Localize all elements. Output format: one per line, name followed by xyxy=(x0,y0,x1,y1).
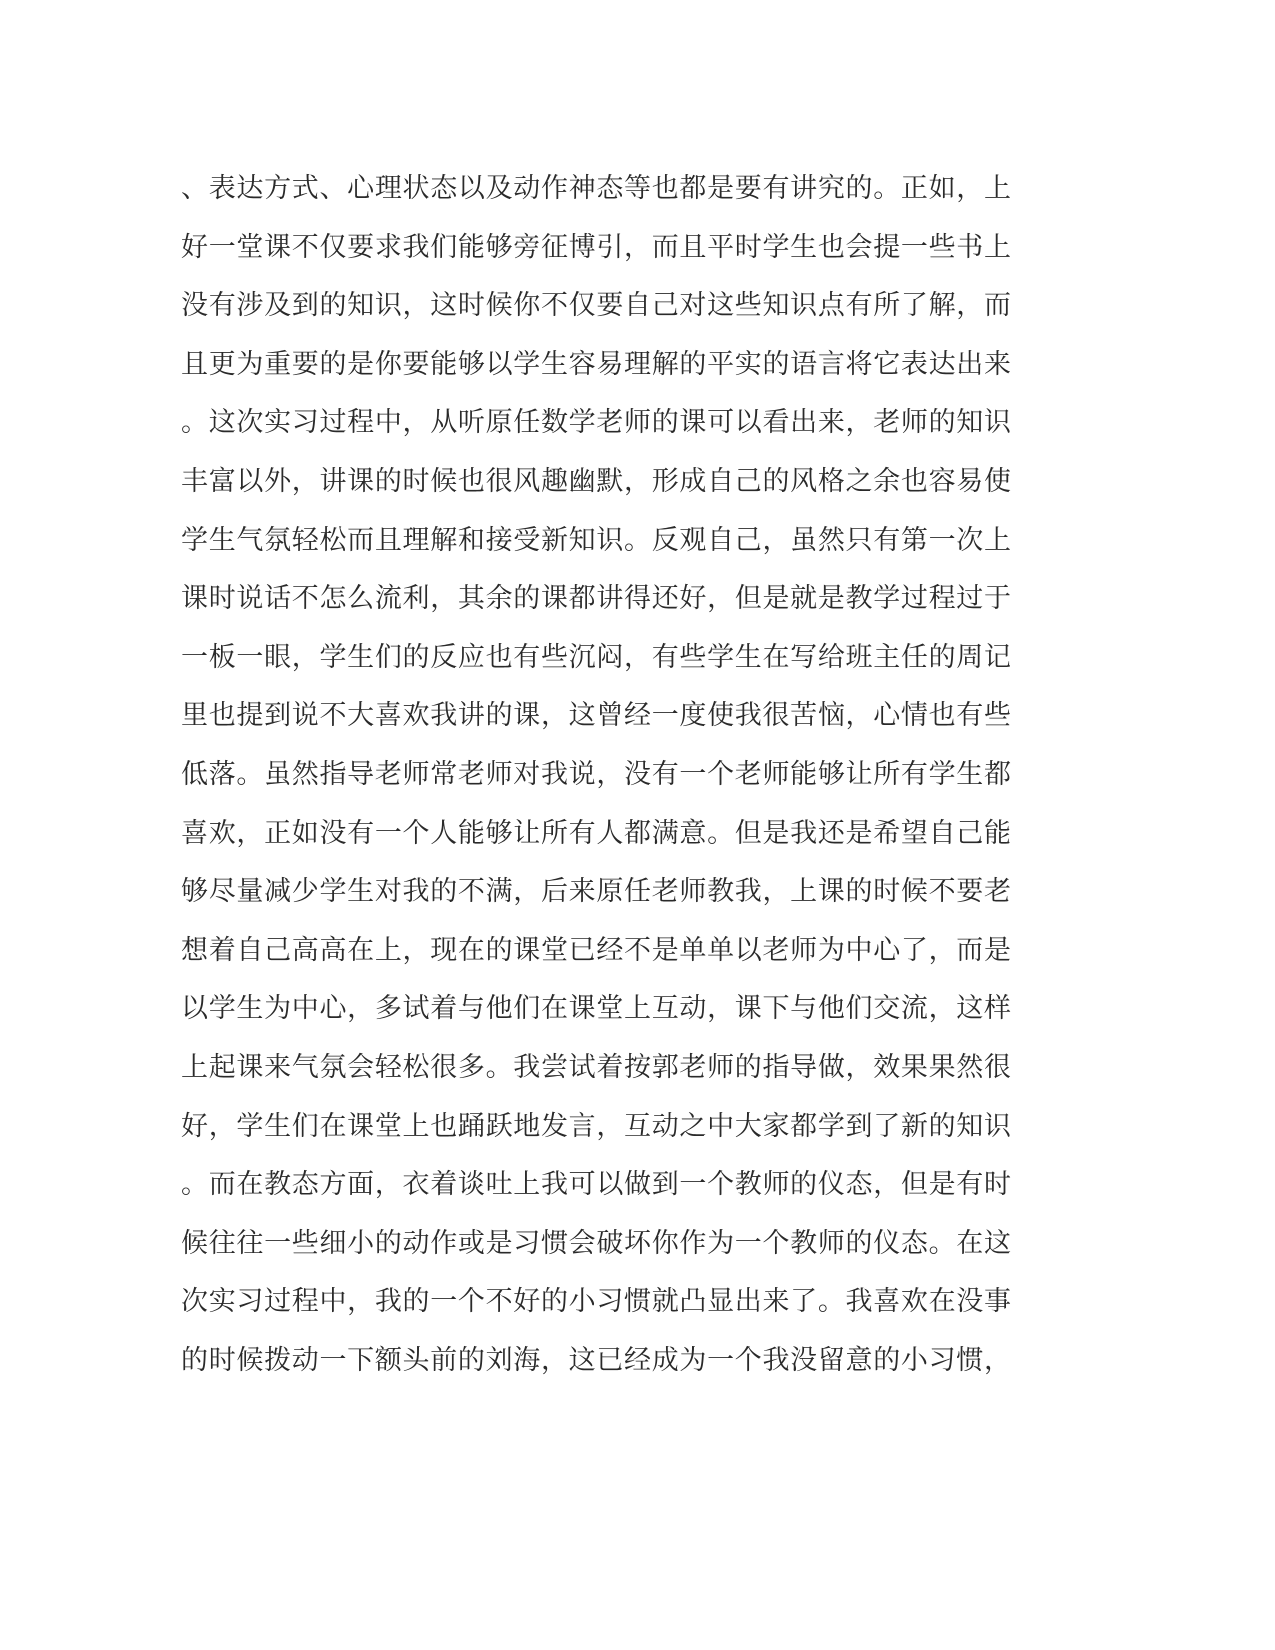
text-line: 课时说话不怎么流利，其余的课都讲得还好，但是就是教学过程过于 xyxy=(181,583,1011,615)
text-line: 。这次实习过程中，从听原任数学老师的课可以看出来，老师的知识 xyxy=(181,407,1011,439)
text-line: 候往往一些细小的动作或是习惯会破坏你作为一个教师的仪态。在这 xyxy=(181,1227,1011,1259)
text-line: 的时候拨动一下额头前的刘海，这已经成为一个我没留意的小习惯， xyxy=(181,1344,1011,1376)
text-line: 里也提到说不大喜欢我讲的课，这曾经一度使我很苦恼，心情也有些 xyxy=(181,700,1011,732)
text-line: 上起课来气氛会轻松很多。我尝试着按郭老师的指导做，效果果然很 xyxy=(181,1051,1011,1083)
body-text xyxy=(181,160,1011,1390)
text-line: 低落。虽然指导老师常老师对我说，没有一个老师能够让所有学生都 xyxy=(181,758,1011,790)
text-line: 以学生为中心，多试着与他们在课堂上互动，课下与他们交流，这样 xyxy=(181,993,1011,1025)
text-line: 想着自己高高在上，现在的课堂已经不是单单以老师为中心了，而是 xyxy=(181,934,1011,966)
text-line: 喜欢，正如没有一个人能够让所有人都满意。但是我还是希望自己能 xyxy=(181,817,1011,849)
text-line: 次实习过程中，我的一个不好的小习惯就凸显出来了。我喜欢在没事 xyxy=(181,1286,1011,1318)
text-line: 丰富以外，讲课的时候也很风趣幽默，形成自己的风格之余也容易使 xyxy=(181,465,1011,497)
text-line: 且更为重要的是你要能够以学生容易理解的平实的语言将它表达出来 xyxy=(181,348,1011,380)
text-line: 。而在教态方面，衣着谈吐上我可以做到一个教师的仪态，但是有时 xyxy=(181,1169,1011,1201)
text-line: 、表达方式、心理状态以及动作神态等也都是要有讲究的。正如，上 xyxy=(181,173,1011,204)
text-line: 好一堂课不仅要求我们能够旁征博引，而且平时学生也会提一些书上 xyxy=(181,231,1011,263)
text-line: 好，学生们在课堂上也踊跃地发言，互动之中大家都学到了新的知识 xyxy=(181,1110,1011,1142)
text-line: 一板一眼，学生们的反应也有些沉闷，有些学生在写给班主任的周记 xyxy=(181,641,1011,673)
text-line: 够尽量减少学生对我的不满，后来原任老师教我，上课的时候不要老 xyxy=(181,876,1011,908)
text-line: 没有涉及到的知识，这时候你不仅要自己对这些知识点有所了解，而 xyxy=(181,290,1011,322)
text-line: 学生气氛轻松而且理解和接受新知识。反观自己，虽然只有第一次上 xyxy=(181,524,1011,556)
